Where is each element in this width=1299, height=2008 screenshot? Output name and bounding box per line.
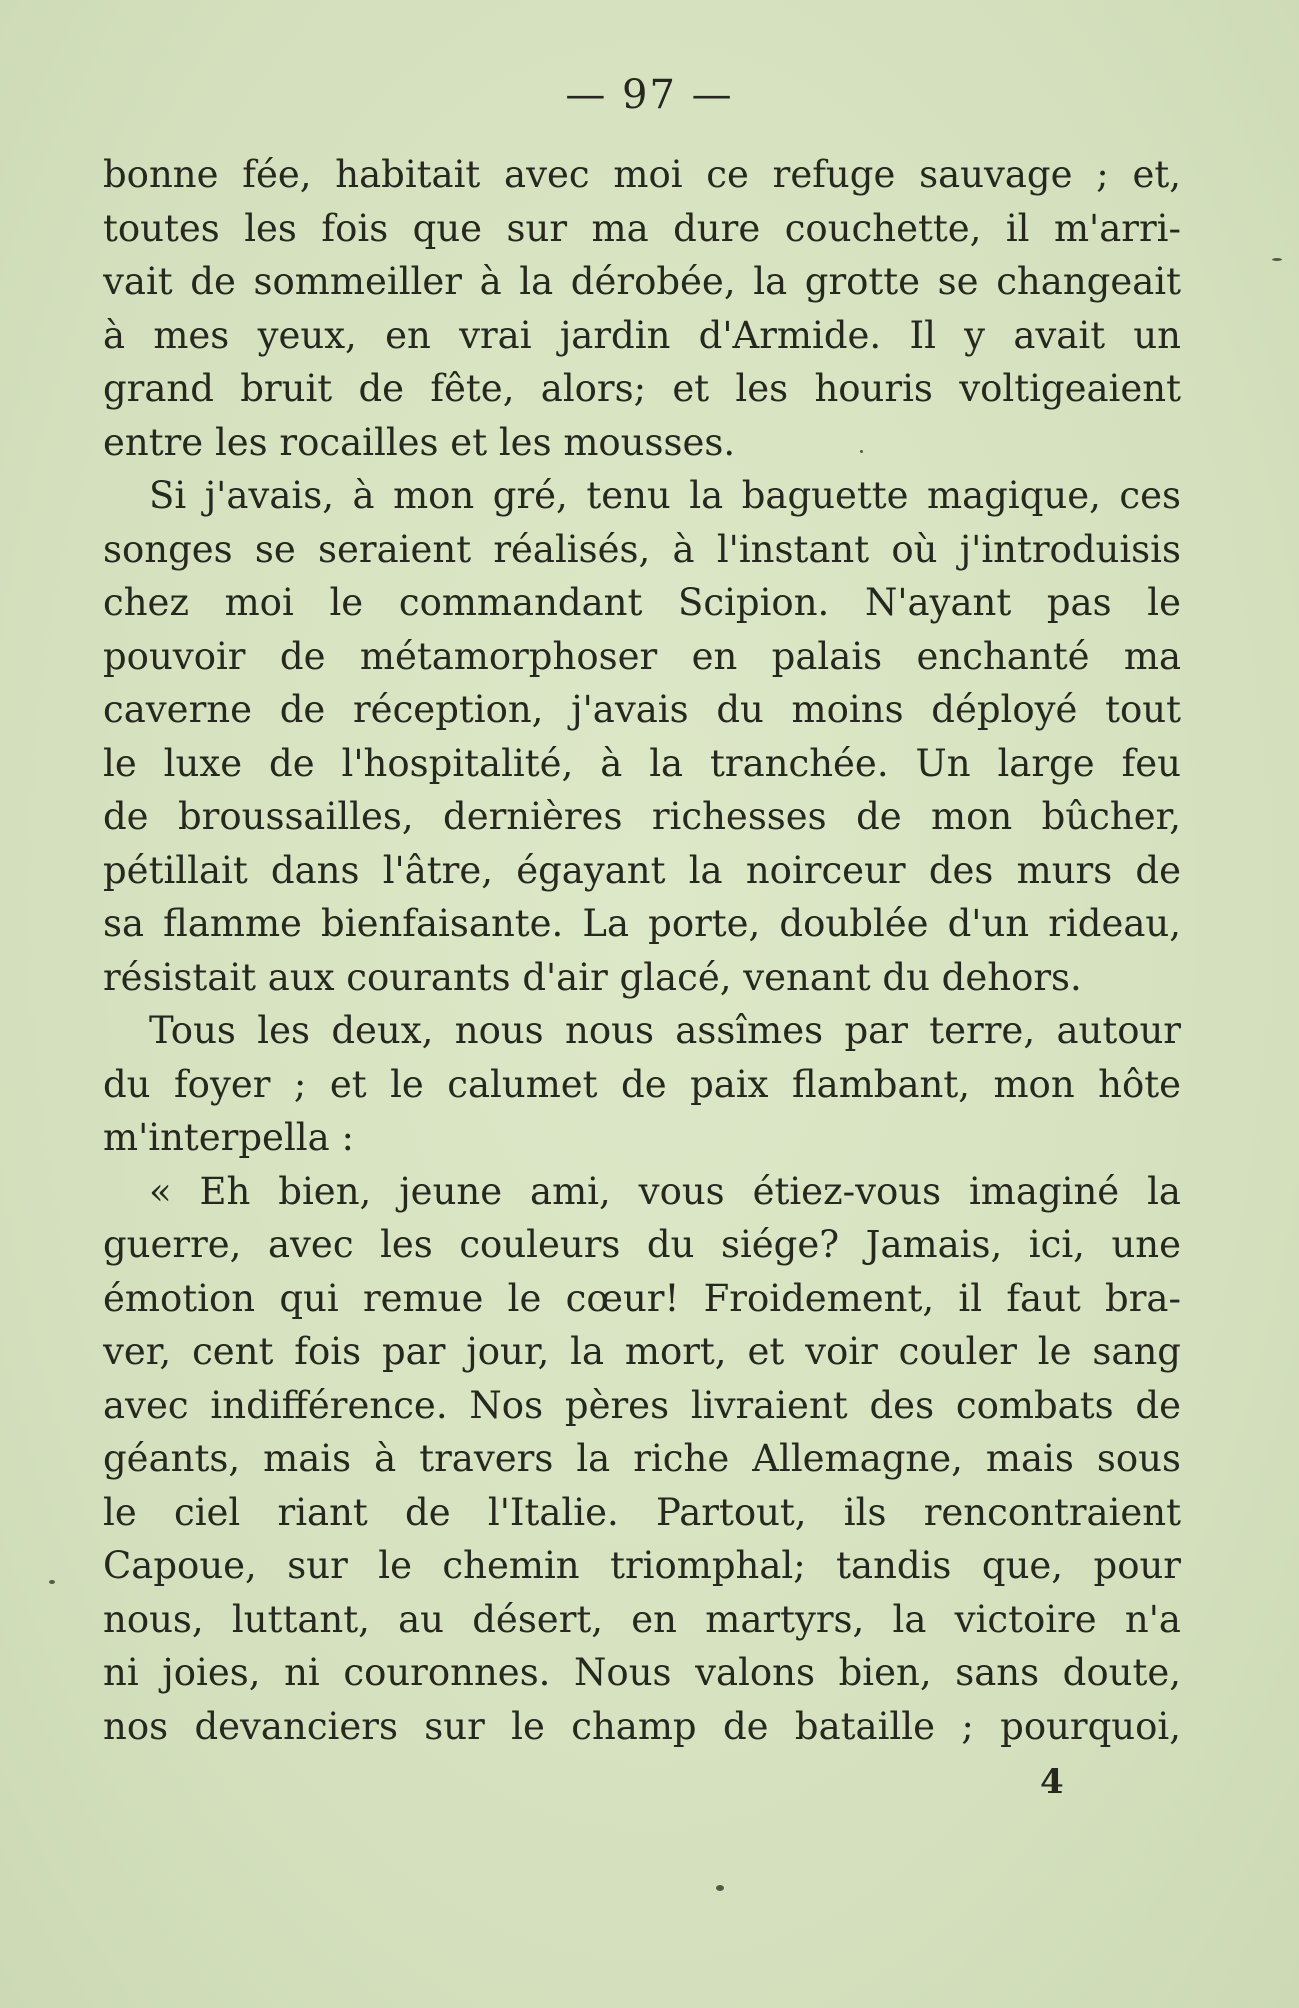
print-speck <box>1272 258 1282 261</box>
text-line: pétillait dans l'âtre, égayant la noirceur des murs de <box>103 848 1181 892</box>
text-line: entre les rocailles et les mousses. <box>103 420 736 464</box>
text-line: sa flamme bienfaisante. La porte, doublée d'un rideau, <box>103 902 1181 945</box>
text-line: songes se seraient réalisés, à l'instant où j'introduisis <box>103 527 1181 571</box>
signature-mark: 4 <box>1040 1762 1064 1802</box>
text-line: caverne de réception, j'avais du moins déployé tout <box>103 688 1181 731</box>
text-line: résistait aux courants d'air glacé, venant du dehors. <box>103 955 1082 999</box>
text-line: m'interpella : <box>103 1116 354 1159</box>
page-number: — 97 — <box>565 72 734 118</box>
text-line: ver, cent fois par jour, la mort, et voir couler le sang <box>103 1330 1181 1373</box>
text-line: Tous les deux, nous nous assîmes par terre, autour <box>149 1009 1181 1052</box>
text-line: nous, luttant, au désert, en martyrs, la victoire n'a <box>103 1597 1181 1641</box>
print-speck <box>716 1885 724 1891</box>
text-line: Si j'avais, à mon gré, tenu la baguette magique, ces <box>149 474 1181 517</box>
text-line: chez moi le commandant Scipion. N'ayant pas le <box>103 581 1181 624</box>
text-line: Capoue, sur le chemin triomphal; tandis que, pour <box>103 1544 1181 1587</box>
text-line: pouvoir de métamorphoser en palais enchanté ma <box>103 634 1181 678</box>
print-speck <box>49 1580 55 1584</box>
text-line: le ciel riant de l'Italie. Partout, ils rencontraient <box>103 1490 1181 1534</box>
text-line: à mes yeux, en vrai jardin d'Armide. Il y avait un <box>103 313 1181 357</box>
text-line: géants, mais à travers la riche Allemagne, mais sous <box>103 1437 1181 1480</box>
print-speck <box>860 450 863 453</box>
text-line: « Eh bien, jeune ami, vous étiez-vous imaginé la <box>149 1169 1181 1213</box>
text-line: toutes les fois que sur ma dure couchette, il m'arri- <box>103 206 1181 250</box>
text-line: grand bruit de fête, alors; et les houris voltigeaient <box>103 367 1181 410</box>
text-line: vait de sommeiller à la dérobée, la grotte se changeait <box>103 260 1181 303</box>
text-line: ni joies, ni couronnes. Nous valons bien, sans doute, <box>103 1651 1181 1694</box>
text-line: avec indifférence. Nos pères livraient des combats de <box>103 1383 1181 1427</box>
text-line: bonne fée, habitait avec moi ce refuge sauvage ; et, <box>103 153 1181 196</box>
text-line: du foyer ; et le calumet de paix flambant, mon hôte <box>103 1062 1181 1106</box>
body-text <box>103 148 1181 1753</box>
text-line: guerre, avec les couleurs du siége? Jamais, ici, une <box>103 1223 1181 1266</box>
text-line: de broussailles, dernières richesses de mon bûcher, <box>103 795 1181 838</box>
text-line: émotion qui remue le cœur! Froidement, il faut bra- <box>103 1276 1181 1320</box>
text-line: nos devanciers sur le champ de bataille ; pourquoi, <box>103 1704 1181 1748</box>
text-line: le luxe de l'hospitalité, à la tranchée. Un large feu <box>103 741 1181 785</box>
